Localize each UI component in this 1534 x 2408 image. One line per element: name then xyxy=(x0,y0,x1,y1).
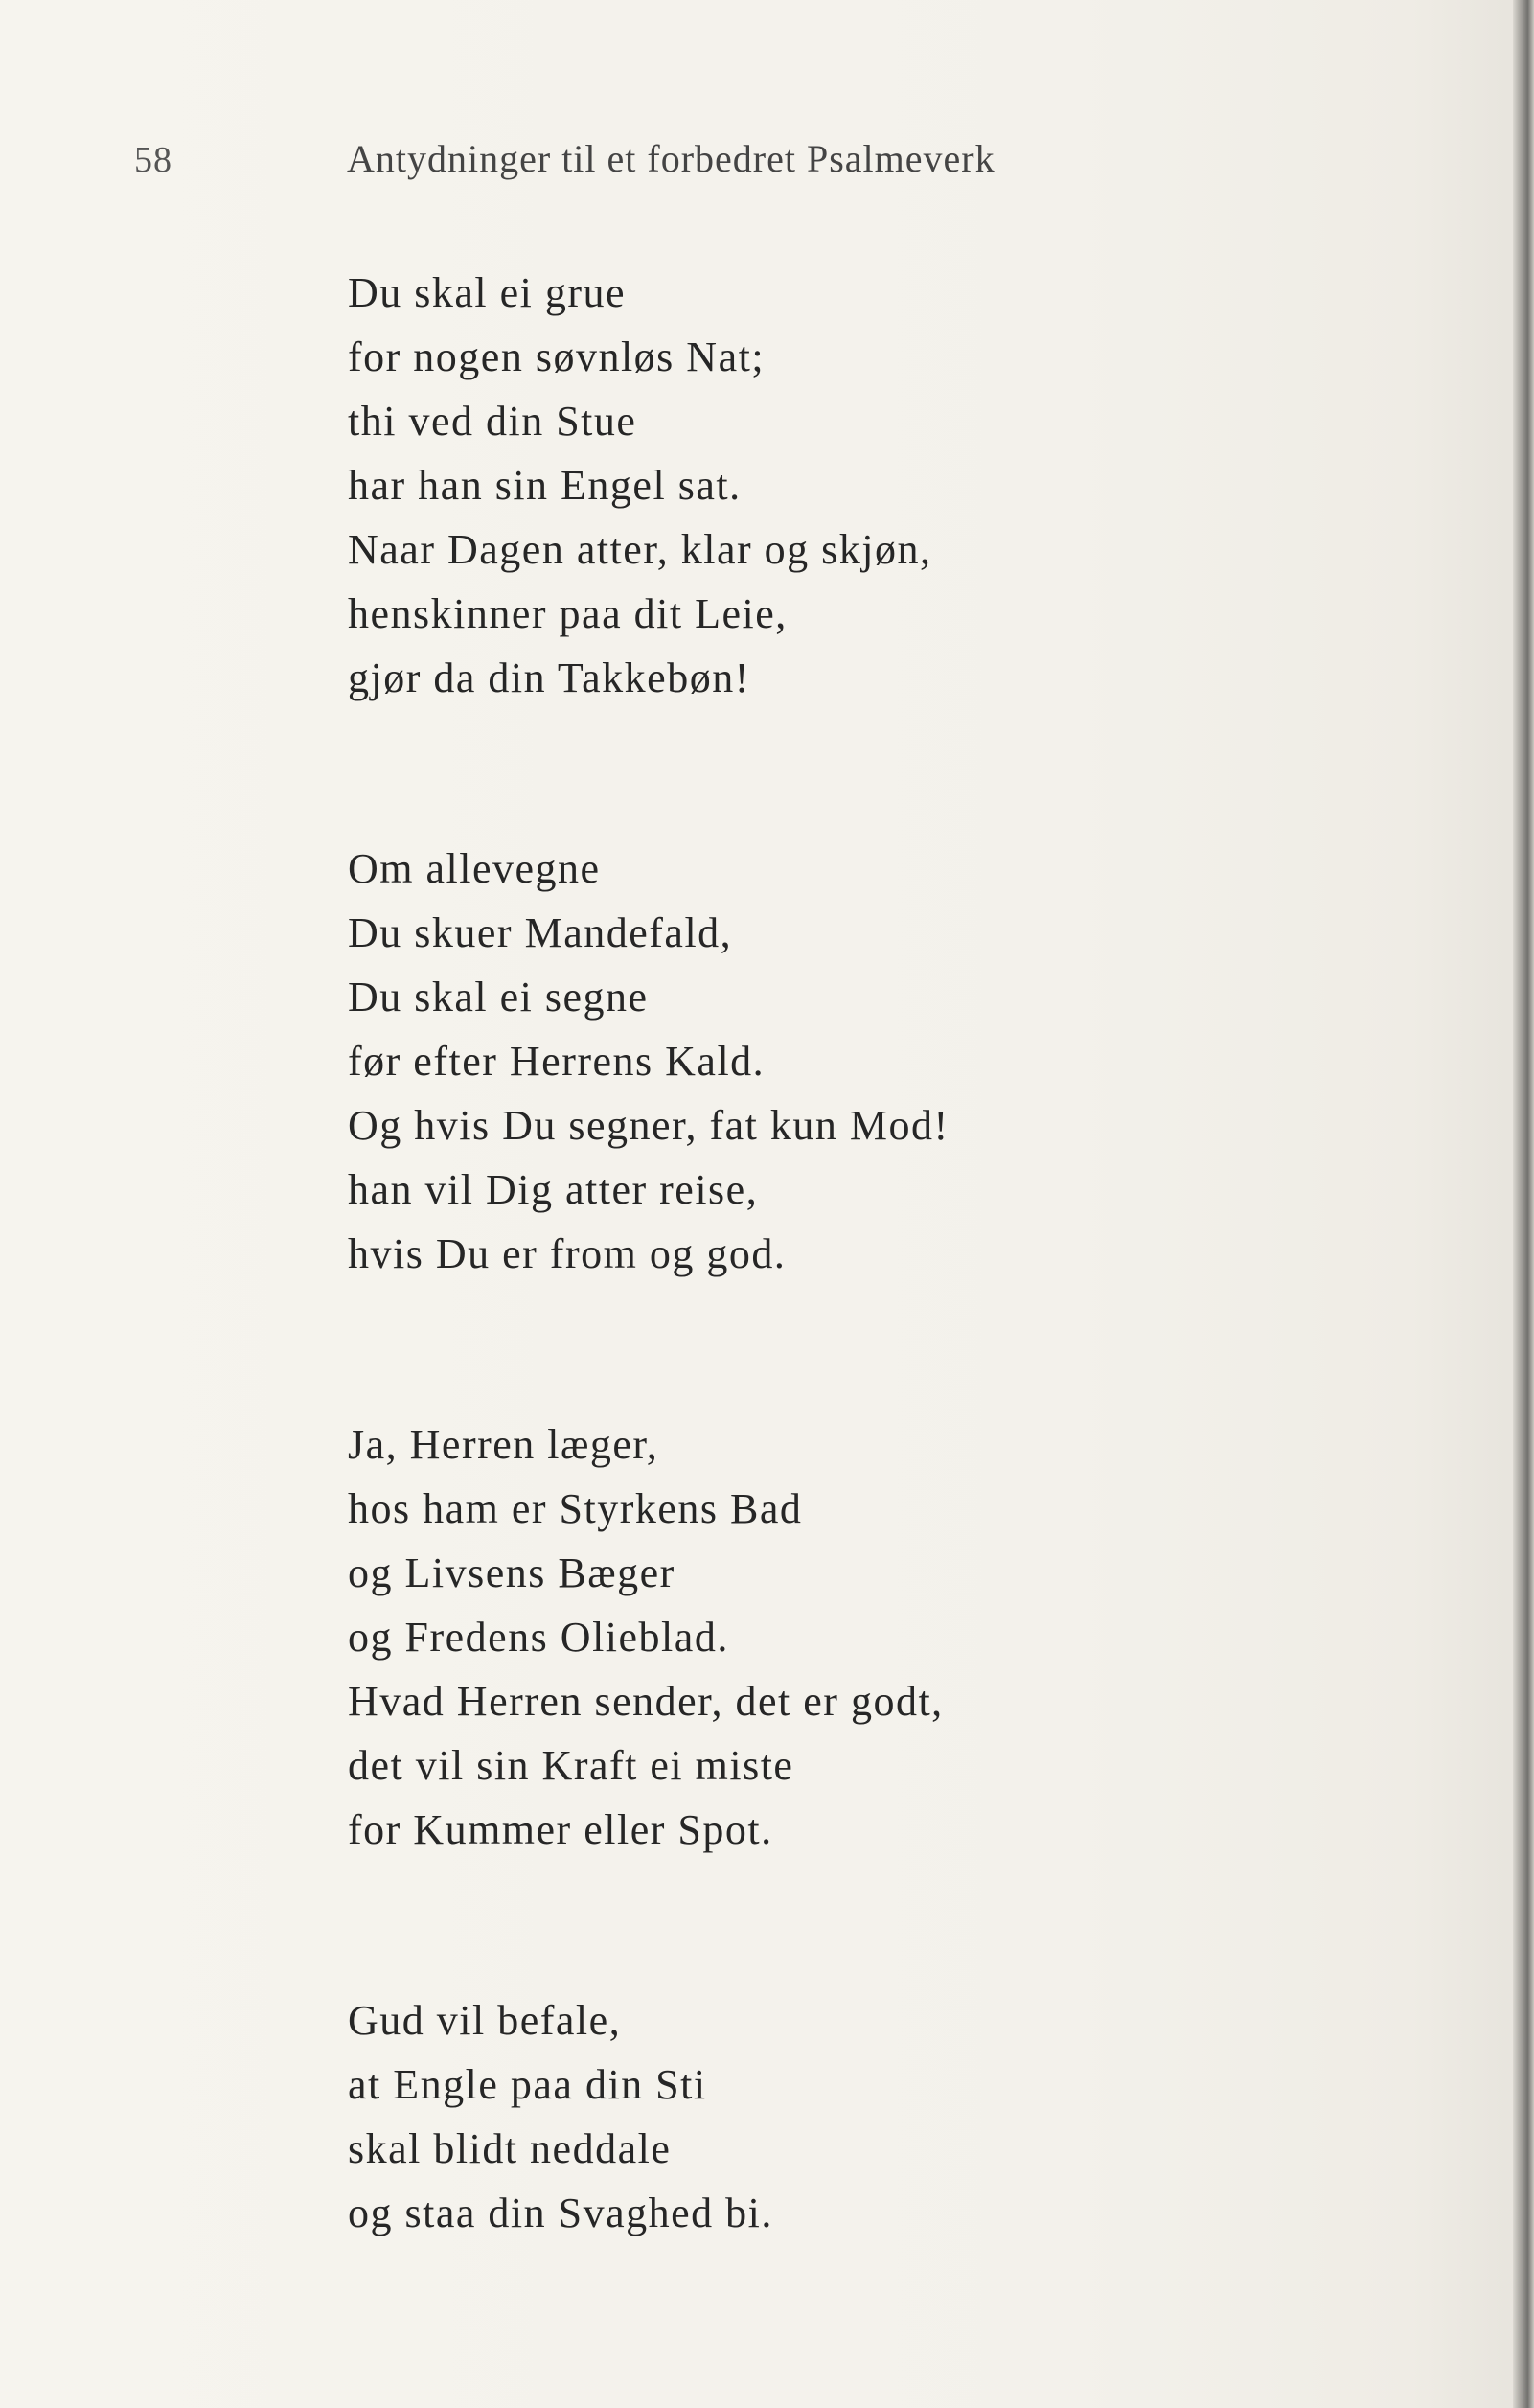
poem-line: Naar Dagen atter, klar og skjøn, xyxy=(348,526,932,573)
poem-line: henskinner paa dit Leie, xyxy=(348,590,788,637)
poem-line: skal blidt neddale xyxy=(348,2125,672,2172)
poem-line: Og hvis Du segner, fat kun Mod! xyxy=(348,1102,950,1149)
poem-line: og Livsens Bæger xyxy=(348,1549,675,1596)
stanza-4 xyxy=(348,1988,1402,2245)
poem-line: hos ham er Styrkens Bad xyxy=(348,1485,803,1532)
poem-line: det vil sin Kraft ei miste xyxy=(348,1742,794,1789)
poem-line: og staa din Svaghed bi. xyxy=(348,2190,773,2236)
poem-line: og Fredens Olieblad. xyxy=(348,1614,729,1661)
poem-line: Ja, Herren læger, xyxy=(348,1421,659,1468)
poem-line: har han sin Engel sat. xyxy=(348,462,742,509)
poem-line: Du skuer Mandefald, xyxy=(348,909,733,956)
poem-line: han vil Dig atter reise, xyxy=(348,1166,759,1213)
poem-line: at Engle paa din Sti xyxy=(348,2061,707,2108)
poem-line: Du skal ei grue xyxy=(348,269,627,316)
poem-line: før efter Herrens Kald. xyxy=(348,1038,766,1085)
stanza-3 xyxy=(348,1412,1402,1862)
poem-line: Om allevegne xyxy=(348,845,601,892)
poem-line: gjør da din Takkebøn! xyxy=(348,654,750,701)
poem-line: Du skal ei segne xyxy=(348,974,649,1021)
page-number: 58 xyxy=(134,140,172,180)
poem xyxy=(348,261,1402,2372)
stanza-1 xyxy=(348,261,1402,710)
poem-line: thi ved din Stue xyxy=(348,398,637,445)
page-binding-edge xyxy=(1513,0,1534,2408)
poem-line: for nogen søvnløs Nat; xyxy=(348,333,766,380)
poem-line: Gud vil befale, xyxy=(348,1997,622,2044)
stanza-2 xyxy=(348,837,1402,1286)
poem-line: hvis Du er from og god. xyxy=(348,1230,787,1277)
poem-line: for Kummer eller Spot. xyxy=(348,1806,773,1853)
poem-line: Hvad Herren sender, det er godt, xyxy=(348,1678,944,1725)
running-title: Antydninger til et forbedret Psalmeverk xyxy=(347,137,996,180)
